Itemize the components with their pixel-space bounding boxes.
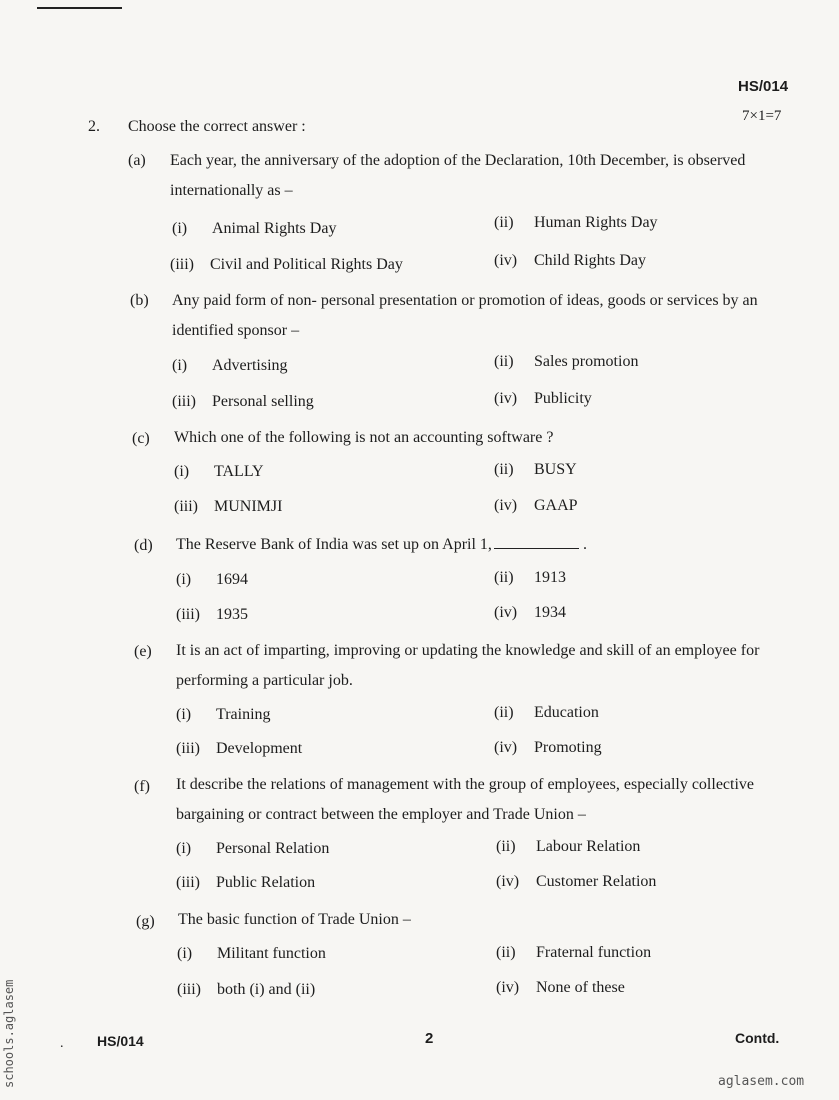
option-g-iii: (iii) both (i) and (ii)	[177, 981, 316, 998]
option-d-iii: (iii) 1935	[176, 606, 248, 623]
item-text-c: Which one of the following is not an accounting software ?	[174, 429, 554, 446]
option-b-ii: (ii) Sales promotion	[494, 353, 639, 370]
item-label-c: (c)	[132, 430, 150, 447]
item-label-d: (d)	[134, 537, 153, 554]
option-e-ii: (ii) Education	[494, 704, 599, 721]
item-label-e: (e)	[134, 643, 152, 660]
option-g-ii: (ii) Fraternal function	[496, 944, 652, 961]
item-label-b: (b)	[130, 292, 149, 309]
option-b-i: (i) Advertising	[172, 357, 288, 374]
page-number: 2	[425, 1030, 434, 1047]
bottom-watermark: aglasem.com	[718, 1074, 805, 1089]
item-text-a: Each year, the anniversary of the adoption of the Declaration, 10th December, is observed internationally as –	[170, 152, 746, 199]
item-text-f: It describe the relations of management with the group of employees, especially collective bargaining or contract between the employer and Trade Union –	[176, 776, 755, 823]
option-b-iv: (iv) Publicity	[494, 390, 592, 407]
paper-code-header: HS/014	[738, 78, 789, 95]
paper-code-footer: HS/014	[97, 1033, 144, 1049]
option-c-iv: (iv) GAAP	[494, 497, 578, 514]
option-c-iii: (iii) MUNIMJI	[174, 498, 283, 515]
option-e-iii: (iii) Development	[176, 740, 303, 757]
option-c-i: (i) TALLY	[174, 463, 264, 480]
option-a-iv: (iv) Child Rights Day	[494, 252, 647, 269]
question-instruction: Choose the correct answer :	[128, 118, 306, 135]
option-b-iii: (iii) Personal selling	[172, 393, 314, 410]
item-text-b: Any paid form of non- personal presentation or promotion of ideas, goods or services by an identified sponsor –	[172, 292, 758, 339]
option-f-ii: (ii) Labour Relation	[496, 838, 641, 855]
side-watermark: schools.aglasem	[2, 979, 16, 1088]
continued-label: Contd.	[735, 1030, 780, 1046]
option-c-ii: (ii) BUSY	[494, 461, 577, 478]
option-a-iii: (iii) Civil and Political Rights Day	[170, 256, 403, 273]
option-g-i: (i) Militant function	[177, 945, 326, 962]
top-rule	[37, 7, 122, 9]
option-a-i: (i) Animal Rights Day	[172, 220, 337, 237]
option-e-i: (i) Training	[176, 706, 271, 723]
option-d-iv: (iv) 1934	[494, 604, 566, 621]
item-text-g: The basic function of Trade Union –	[178, 911, 411, 928]
marks-allocation: 7×1=7	[742, 108, 782, 124]
option-d-i: (i) 1694	[176, 571, 248, 588]
option-d-ii: (ii) 1913	[494, 569, 566, 586]
item-label-f: (f)	[134, 778, 150, 795]
item-text-e: It is an act of imparting, improving or updating the knowledge and skill of an employee for performing a particular job.	[176, 642, 760, 689]
option-g-iv: (iv) None of these	[496, 979, 625, 996]
option-a-ii: (ii) Human Rights Day	[494, 214, 658, 231]
option-f-iv: (iv) Customer Relation	[496, 873, 657, 890]
option-e-iv: (iv) Promoting	[494, 739, 602, 756]
option-f-i: (i) Personal Relation	[176, 840, 330, 857]
item-label-g: (g)	[136, 913, 155, 930]
question-number: 2.	[88, 118, 100, 135]
answer-blank	[494, 548, 579, 549]
option-f-iii: (iii) Public Relation	[176, 874, 316, 891]
item-text-d: The Reserve Bank of India was set up on April 1, .	[176, 536, 587, 553]
footer-dot: .	[60, 1036, 64, 1051]
item-label-a: (a)	[128, 152, 146, 169]
